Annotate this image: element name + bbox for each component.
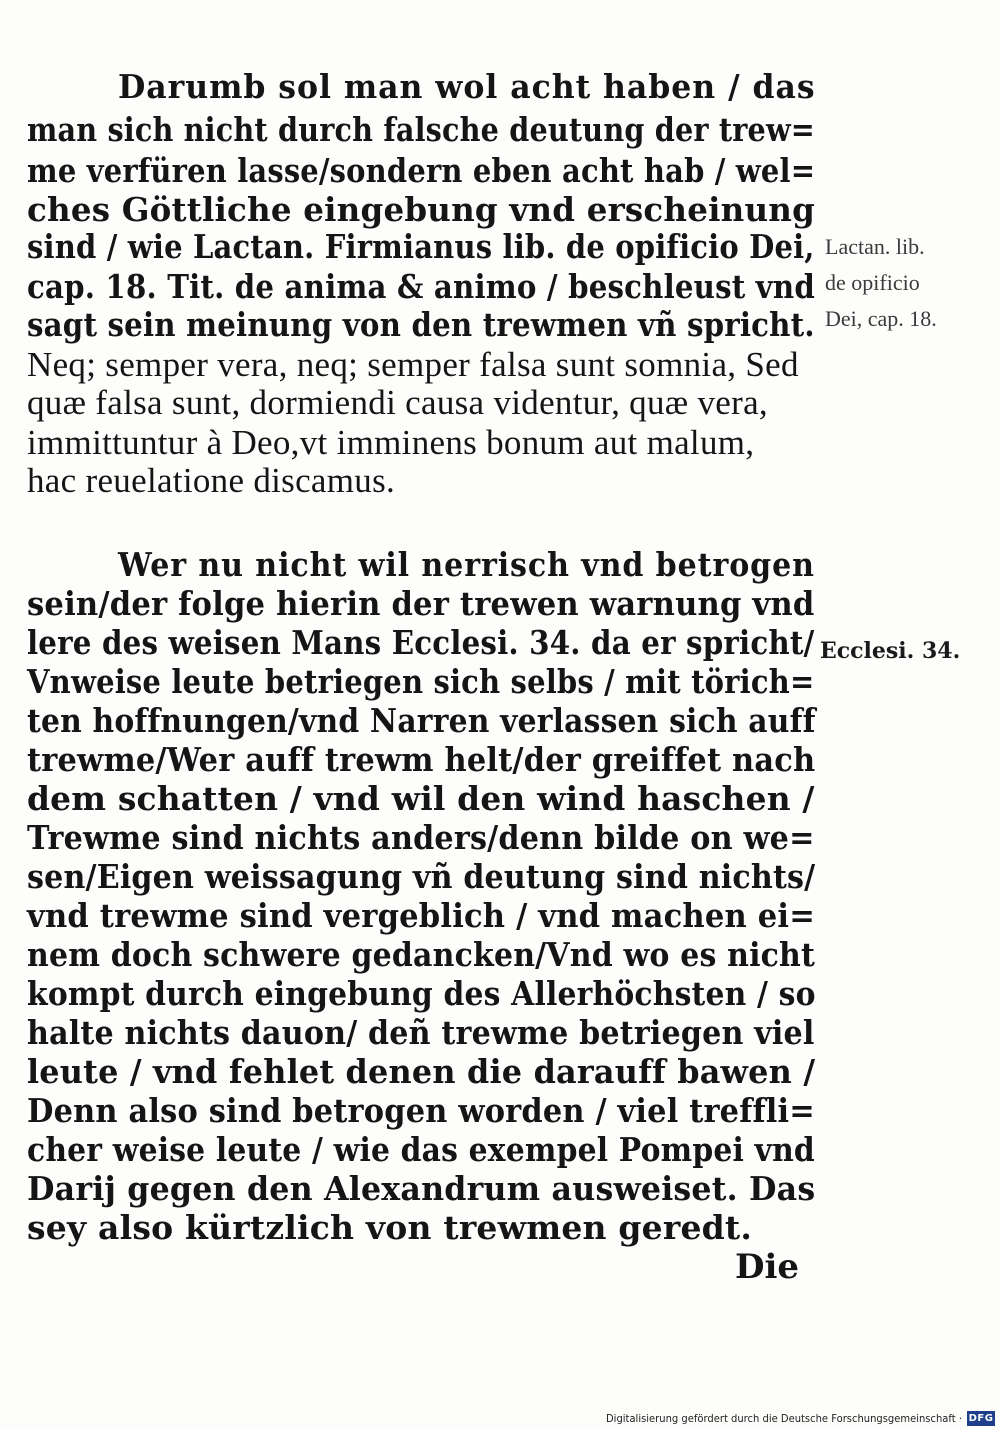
text-line: sind / wie Lactan. Firmianus lib. de opificio Dei, xyxy=(27,227,815,266)
text-line: Vnweise leute betriegen sich selbs / mit törich= xyxy=(27,662,815,701)
text-line: vnd trewme sind vergeblich / vnd machen ei= xyxy=(27,896,816,935)
text-line: Trewme sind nichts anders/denn bilde on we= xyxy=(27,818,815,857)
text-line: kompt durch eingebung des Allerhöchsten / so xyxy=(27,974,816,1013)
text-line: Wer nu nicht wil nerrisch vnd betrogen xyxy=(118,545,815,584)
text-line: trewme/Wer auff trewm helt/der greiffet nach xyxy=(27,740,816,779)
text-line: me verfüren lasse/sondern eben acht hab / wel= xyxy=(27,151,816,190)
text-line: cher weise leute / wie das exempel Pompei vnd xyxy=(27,1130,815,1169)
text-line: sagt sein meinung von den trewmen vñ spricht. xyxy=(27,305,815,344)
text-line: nem doch schwere gedancken/Vnd wo es nicht xyxy=(27,935,816,974)
text-line: sen/Eigen weissagung vñ deutung sind nichts/ xyxy=(27,857,816,896)
text-line: man sich nicht durch falsche deutung der trew= xyxy=(27,110,816,149)
text-line-latin: Neq; semper vera, neq; semper falsa sunt somnia, Sed xyxy=(27,345,799,384)
text-line: cap. 18. Tit. de anima & animo / beschleust vnd xyxy=(27,267,815,306)
text-line: Darumb sol man wol acht haben / das xyxy=(118,67,816,106)
text-line: dem schatten / vnd wil den wind haschen / xyxy=(27,779,815,818)
dfg-logo: DFG xyxy=(968,1413,994,1424)
text-line-latin: immittuntur à Deo,vt imminens bonum aut malum, xyxy=(27,423,755,462)
text-line-latin: hac reuelatione discamus. xyxy=(27,461,396,500)
margin-note-lactan: Dei, cap. 18. xyxy=(825,306,937,331)
catchword: Die xyxy=(735,1247,800,1287)
margin-note-lactan: Lactan. lib. xyxy=(825,234,925,259)
margin-note-lactan: de opificio xyxy=(825,270,920,295)
text-line-latin: quæ falsa sunt, dormiendi causa videntur, quæ vera, xyxy=(27,383,768,422)
text-line: sey also kürtzlich von trewmen geredt. xyxy=(27,1208,753,1247)
text-line: Denn also sind betrogen worden / viel treffli= xyxy=(27,1091,815,1130)
digitization-footer: Digitalisierung gefördert durch die Deutsche Forschungsgemeinschaft · xyxy=(606,1412,962,1425)
text-line: Darij gegen den Alexandrum ausweiset. Das xyxy=(27,1169,816,1208)
text-line: halte nichts dauon/ deñ trewme betriegen viel xyxy=(27,1013,815,1052)
text-line: leute / vnd fehlet denen die darauff bawen / xyxy=(27,1052,816,1091)
margin-note-ecclesi: Ecclesi. 34. xyxy=(820,638,961,664)
text-line: ten hoffnungen/vnd Narren verlassen sich auff xyxy=(27,701,816,740)
text-line: ches Göttliche eingebung vnd erscheinung xyxy=(27,190,816,229)
text-line: lere des weisen Mans Ecclesi. 34. da er spricht/ xyxy=(27,623,815,662)
text-line: sein/der folge hierin der trewen warnung vnd xyxy=(27,584,815,623)
